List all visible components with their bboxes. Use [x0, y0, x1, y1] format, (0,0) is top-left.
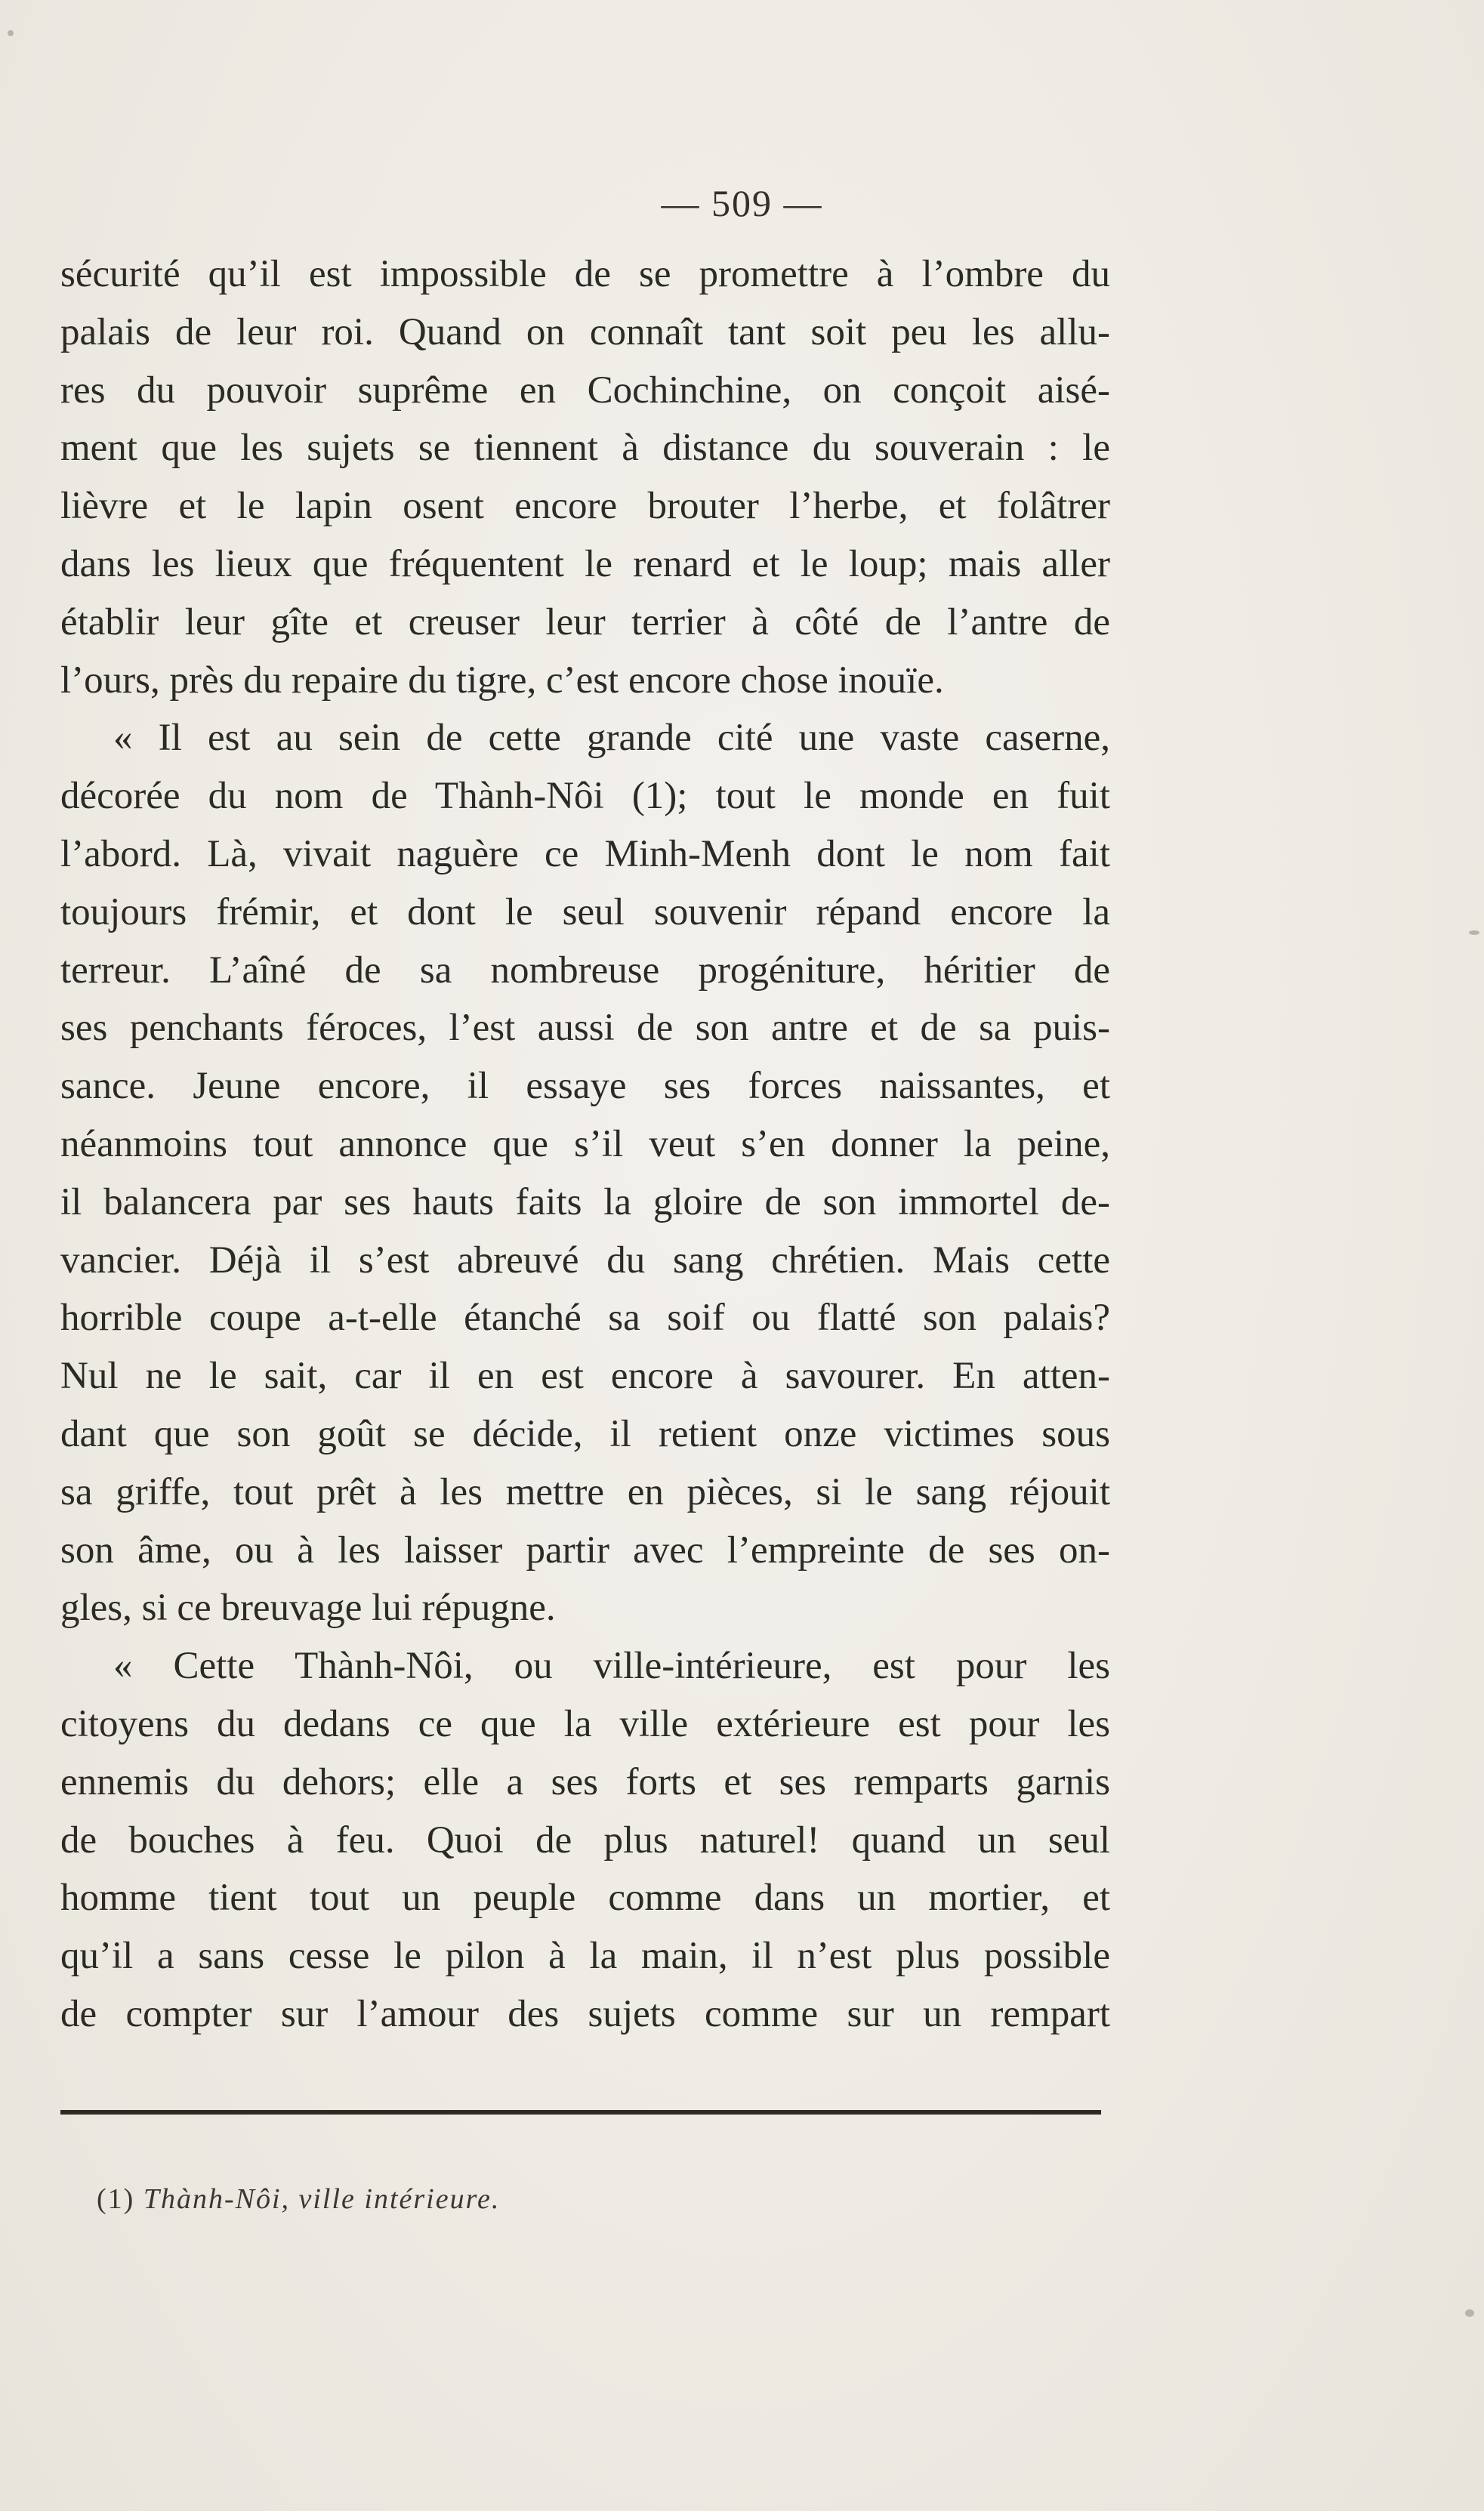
text-line: vancier. Déjà il s’est abreuvé du sang chrétien. Mais cette	[60, 1239, 1110, 1282]
text-line: homme tient tout un peuple comme dans un mortier, et	[60, 1877, 1110, 1920]
text-line: établir leur gîte et creuser leur terrier à côté de l’antre de	[60, 600, 1110, 643]
text-line: Nul ne le sait, car il en est encore à savourer. En atten-	[60, 1355, 1110, 1398]
text-line: ment que les sujets se tiennent à distance du souverain : le	[60, 427, 1110, 470]
text-line: l’ours, près du repaire du tigre, c’est encore chose inouïe.	[60, 659, 944, 702]
paper-speck	[1469, 930, 1479, 935]
text-line: gles, si ce breuvage lui répugne.	[60, 1587, 556, 1630]
text-line: de compter sur l’amour des sujets comme sur un rempart	[60, 1992, 1110, 2035]
text-line: sance. Jeune encore, il essaye ses forces naissantes, et	[60, 1065, 1110, 1108]
footnote-divider	[60, 2110, 1101, 2115]
text-line: sécurité qu’il est impossible de se promettre à l’ombre du	[60, 253, 1110, 295]
text-line: l’abord. Là, vivait naguère ce Minh-Menh dont le nom fait	[60, 832, 1110, 875]
text-line: décorée du nom de Thành-Nôi (1); tout le monde en fuit	[60, 775, 1110, 818]
text-line: néanmoins tout annonce que s’il veut s’en donner la peine,	[60, 1122, 1110, 1165]
text-line: citoyens du dedans ce que la ville extérieure est pour les	[60, 1702, 1110, 1745]
text-line: dans les lieux que fréquentent le renard et le loup; mais aller	[60, 542, 1110, 585]
body-text	[60, 245, 1110, 2044]
text-line: dant que son goût se décide, il retient onze victimes sous	[60, 1412, 1110, 1455]
text-line: ses penchants féroces, l’est aussi de son antre et de sa puis-	[60, 1007, 1110, 1050]
paper-speck	[1465, 2309, 1474, 2317]
page-number: — 509 —	[661, 182, 823, 224]
text-line: ennemis du dehors; elle a ses forts et ses remparts garnis	[60, 1760, 1110, 1803]
text-line: lièvre et le lapin osent encore brouter l’herbe, et folâtrer	[60, 485, 1110, 528]
text-line: res du pouvoir suprême en Cochinchine, on conçoit aisé-	[60, 369, 1110, 412]
text-line: terreur. L’aîné de sa nombreuse progéniture, héritier de	[60, 949, 1110, 992]
text-line: sa griffe, tout prêt à les mettre en pièces, si le sang réjouit	[60, 1470, 1110, 1513]
text-line: de bouches à feu. Quoi de plus naturel! quand un seul	[60, 1818, 1110, 1862]
text-line: « Il est au sein de cette grande cité une vaste caserne,	[113, 717, 1110, 760]
text-line: qu’il a sans cesse le pilon à la main, il n’est plus possible	[60, 1935, 1110, 1978]
footnote-marker: (1)	[97, 2183, 135, 2215]
text-line: il balancera par ses hauts faits la gloire de son immortel de-	[60, 1180, 1110, 1223]
paper-speck	[8, 30, 14, 36]
text-line: « Cette Thành-Nôi, ou ville-intérieure, est pour les	[113, 1645, 1110, 1688]
footnote	[97, 2182, 500, 2216]
text-line: toujours frémir, et dont le seul souvenir répand encore la	[60, 890, 1110, 933]
text-line: horrible coupe a-t-elle étanché sa soif ou flatté son palais?	[60, 1297, 1110, 1340]
text-line: palais de leur roi. Quand on connaît tant soit peu les allu-	[60, 310, 1110, 353]
text-line: son âme, ou à les laisser partir avec l’empreinte de ses on-	[60, 1529, 1110, 1572]
footnote-text: Thành-Nôi, ville intérieure.	[143, 2183, 501, 2215]
